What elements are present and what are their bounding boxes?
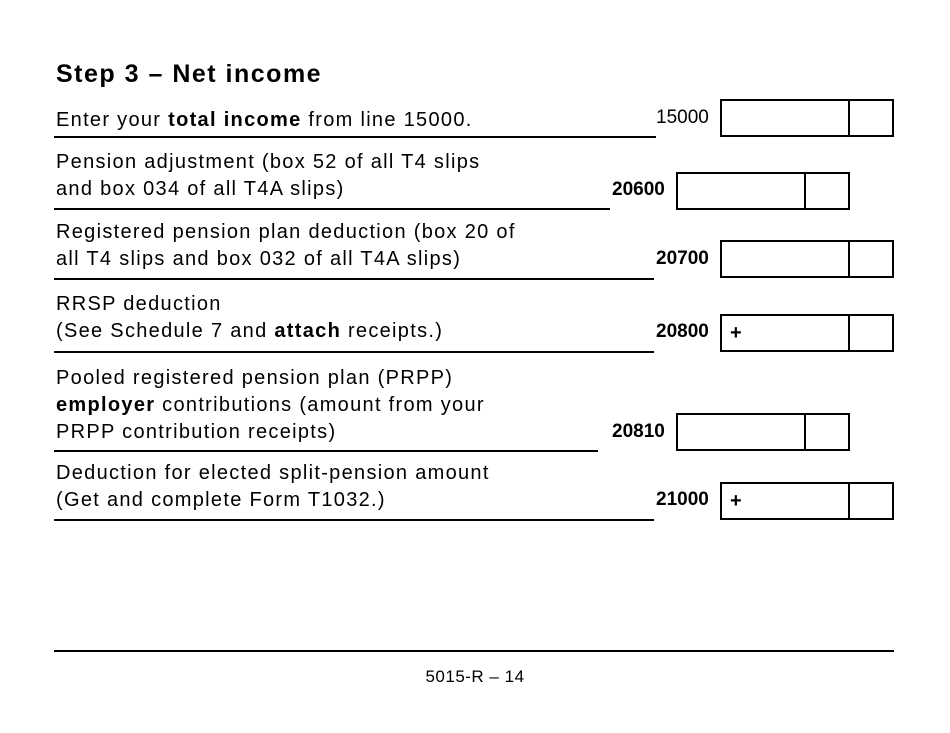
dollars-cell[interactable] xyxy=(722,242,850,276)
line-20600-amount-field[interactable] xyxy=(676,172,850,210)
line-20810-rule xyxy=(54,450,598,452)
dollars-cell[interactable] xyxy=(678,415,806,449)
line-20810-text-2 xyxy=(56,392,485,419)
line-20600-text-1: Pension adjustment (box 52 of all T4 slips xyxy=(56,151,481,173)
cents-cell[interactable] xyxy=(850,242,892,276)
line-20810-amount-field[interactable] xyxy=(676,413,850,451)
dollars-cell[interactable] xyxy=(722,316,850,350)
cents-cell[interactable] xyxy=(850,316,892,350)
footer-rule xyxy=(54,650,894,652)
plus-sign: + xyxy=(730,322,742,344)
line-20800-text-2 xyxy=(56,318,443,345)
line-20700-code: 20700 xyxy=(656,248,709,269)
line-15000-rule xyxy=(54,136,656,138)
line-20810-text-1: Pooled registered pension plan (PRPP) xyxy=(56,367,454,389)
cents-cell[interactable] xyxy=(850,484,892,518)
line-20800-amount-field[interactable] xyxy=(720,314,894,352)
line-20800-description xyxy=(56,291,443,345)
line-21000-text-1: Deduction for elected split-pension amount xyxy=(56,462,490,484)
line-20700-description xyxy=(56,219,516,273)
line-20800-text-2a: (See Schedule 7 and xyxy=(56,320,275,342)
line-15000-text-a: Enter your xyxy=(56,109,169,131)
line-20810-text-2b: contributions (amount from your xyxy=(155,394,485,416)
cents-cell[interactable] xyxy=(806,174,848,208)
line-20600-description xyxy=(56,149,480,203)
line-15000-amount-field[interactable] xyxy=(720,99,894,137)
line-15000-text-bold: total income xyxy=(168,109,302,131)
dollars-cell[interactable] xyxy=(678,174,806,208)
line-20600-text-2: and box 034 of all T4A slips) xyxy=(56,178,345,200)
line-21000-rule xyxy=(54,519,654,521)
line-20700-text-1: Registered pension plan deduction (box 20 of xyxy=(56,221,516,243)
line-20700-rule xyxy=(54,278,654,280)
dollars-cell[interactable] xyxy=(722,484,850,518)
line-21000-description xyxy=(56,460,490,514)
line-15000-code: 15000 xyxy=(656,107,709,128)
line-21000-amount-field[interactable] xyxy=(720,482,894,520)
cents-cell[interactable] xyxy=(850,101,892,135)
line-20800-text-1: RRSP deduction xyxy=(56,293,222,315)
line-20800-rule xyxy=(54,351,654,353)
line-15000-description xyxy=(56,107,473,134)
line-20810-text-bold: employer xyxy=(56,394,156,416)
page-footer-label: 5015-R – 14 xyxy=(425,667,525,686)
cents-cell[interactable] xyxy=(806,415,848,449)
line-20810-code: 20810 xyxy=(612,421,665,442)
line-20800-code: 20800 xyxy=(656,321,709,342)
line-20800-text-bold: attach xyxy=(274,320,342,342)
line-20810-description xyxy=(56,365,485,446)
line-21000-text-2: (Get and complete Form T1032.) xyxy=(56,489,386,511)
line-20600-rule xyxy=(54,208,610,210)
line-20800-text-2b: receipts.) xyxy=(341,320,444,342)
line-20700-amount-field[interactable] xyxy=(720,240,894,278)
line-21000-code: 21000 xyxy=(656,489,709,510)
section-title: Step 3 – Net income xyxy=(56,60,323,88)
line-20810-text-3: PRPP contribution receipts) xyxy=(56,421,337,443)
dollars-cell[interactable] xyxy=(722,101,850,135)
line-20600-code: 20600 xyxy=(612,179,665,200)
line-20700-text-2: all T4 slips and box 032 of all T4A slips) xyxy=(56,248,462,270)
line-15000-text-b: from line 15000. xyxy=(301,109,473,131)
plus-sign: + xyxy=(730,490,742,512)
